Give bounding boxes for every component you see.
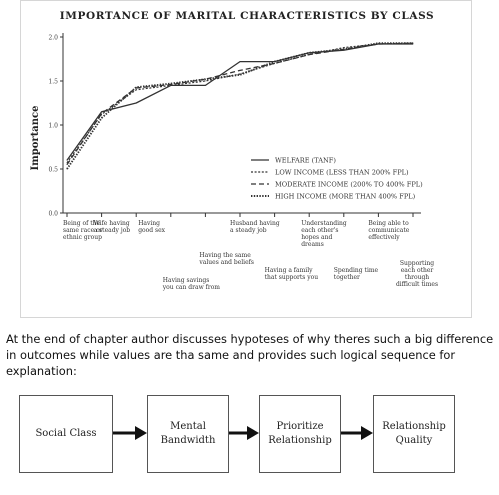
legend-label: MODERATE INCOME (200% TO 400% FPL) [275,180,423,189]
y-tick-label: 2.0 [48,34,58,42]
data-point [240,70,241,71]
x-tick-label: Husband having a steady job [230,220,280,234]
data-point [101,118,102,119]
data-point [67,160,68,161]
x-tick-label: Understanding each other's hopes and dreams [301,220,347,248]
x-tick-label: Being of the same race or ethnic group [63,220,103,241]
x-tick-label: Having the same values and beliefs [199,252,254,266]
flow-box-mental-bandwidth: Mental Bandwidth [147,395,229,473]
data-point [240,61,241,62]
data-point [343,49,344,50]
flow-box-social-class: Social Class [19,395,113,473]
x-tick-label: Having good sex [138,220,166,234]
data-point [205,81,206,82]
chart-title: IMPORTANCE OF MARITAL CHARACTERISTICS BY CLASS [59,10,435,22]
data-point [67,169,68,170]
chart-panel [20,0,472,318]
x-tick-label: Being able to communicate effectively [368,220,410,241]
line-chart [21,1,473,319]
y-tick-label: 1.0 [48,122,58,130]
data-point [67,164,68,165]
legend [251,157,423,201]
x-tick-labels [63,220,438,291]
legend-label: WELFARE (TANF) [275,156,336,165]
data-point [101,113,102,114]
arrow-right-icon [113,424,147,442]
data-point [378,43,379,44]
x-tick-label: Wife having a steady job [93,220,131,234]
data-point [309,52,310,53]
data-point [205,79,206,80]
data-point [240,74,241,75]
series-group [67,43,414,170]
caption-text: At the end of chapter author discusses hypoteses of why theres such a big difference in outcomes while values are tha same and provides such logical sequence for explanation: [6,332,494,378]
data-point [205,85,206,86]
x-tick-label: Having a family that supports you [264,267,319,281]
data-point [136,89,137,90]
data-point [274,63,275,64]
data-point [274,61,275,62]
legend-label: LOW INCOME (LESS THAN 200% FPL) [275,168,409,177]
legend-label: HIGH INCOME (MORE THAN 400% FPL) [275,192,416,201]
data-point [136,87,137,88]
data-point [101,111,102,112]
data-point [136,103,137,104]
axes [48,33,421,218]
y-tick-label: 0.0 [48,210,58,218]
y-tick-label: 1.5 [48,78,58,86]
x-tick-label: Supporting each other through difficult times [395,260,439,288]
x-tick-label: Spending time together [333,267,379,281]
data-point [309,54,310,55]
data-point [170,83,171,84]
y-tick-label: 0.5 [48,166,58,174]
x-tick-label: Having savings you can draw from [162,277,221,291]
data-point [413,43,414,44]
y-axis-label: Importance [30,105,41,171]
data-point [378,44,379,45]
flow-box-relationship-quality: Relationship Quality [373,395,455,473]
data-point [343,47,344,48]
arrow-right-icon [341,424,373,442]
flow-box-prioritize-relationship: Prioritize Relationship [259,395,341,473]
arrow-right-icon [229,424,259,442]
